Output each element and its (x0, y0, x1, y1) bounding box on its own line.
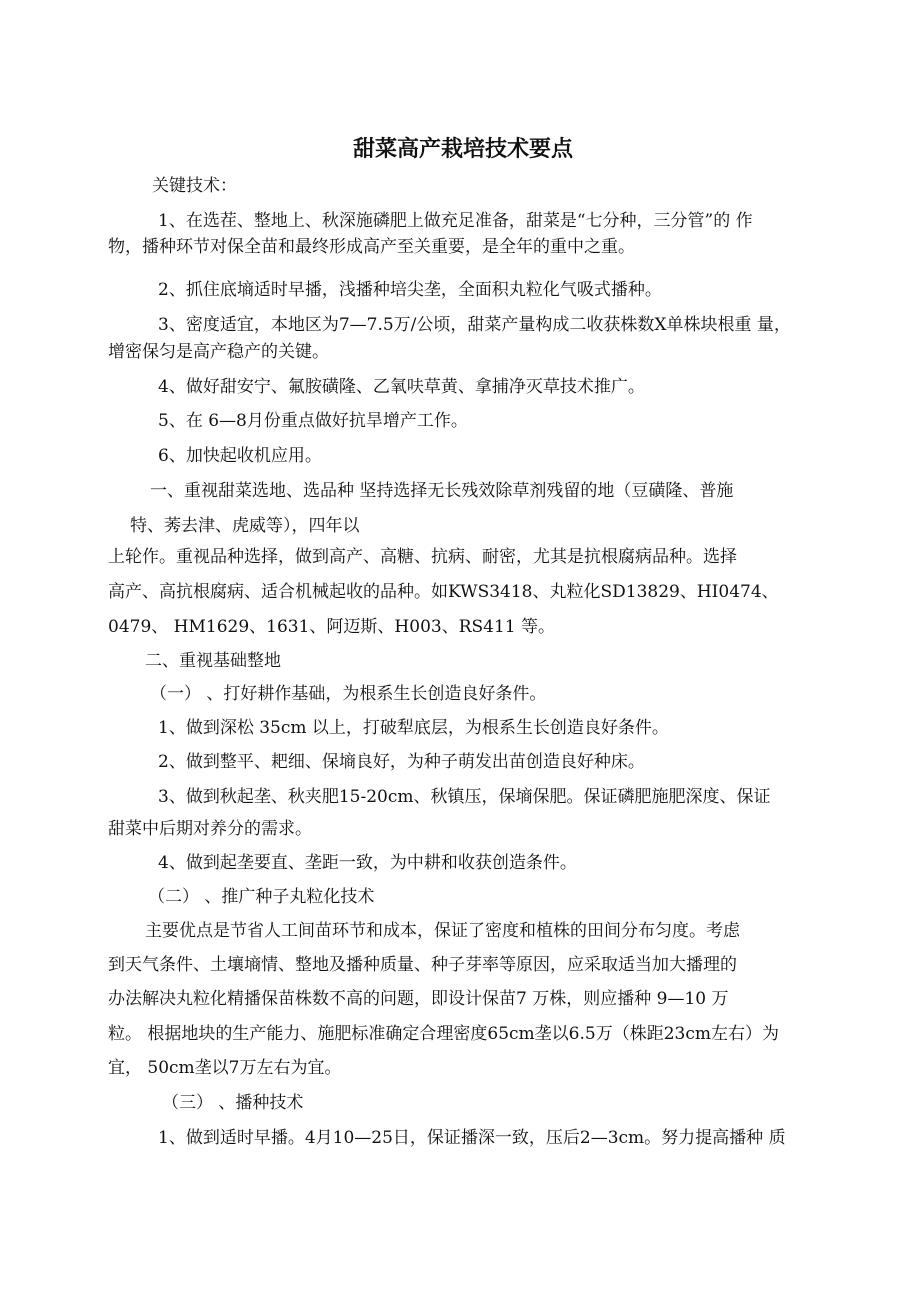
text-line: 1、做到深松 35cm 以上，打破犁底层，为根系生长创造良好条件。 (158, 718, 669, 738)
text-line: 主要优点是节省人工间苗环节和成本，保证了密度和植株的田间分布匀度。考虑 (145, 921, 740, 941)
text-line: 0479、 HM1629、1631、阿迈斯、H003、RS411 等。 (108, 617, 555, 637)
text-line: 甜菜中后期对养分的需求。 (108, 819, 312, 839)
text-line: 物，播种环节对保全苗和最终形成高产至关重要，是全年的重中之重。 (108, 237, 635, 257)
text-line: 4、做到起垄要直、垄距一致，为中耕和收获创造条件。 (158, 853, 577, 873)
text-line: 5、在 6—8月份重点做好抗旱增产工作。 (158, 411, 468, 431)
text-line: 上轮作。重视品种选择，做到高产、高糖、抗病、耐密，尤其是抗根腐病品种。选择 (108, 547, 737, 567)
text-line: 2、做到整平、耙细、保墒良好，为种子萌发出苗创造良好种床。 (158, 752, 645, 772)
text-line: 二、重视基础整地 (145, 651, 281, 671)
text-line: 4、做好甜安宁、氟胺磺隆、乙氧呋草黄、拿捕净灭草技术推广。 (158, 377, 645, 397)
text-line: 1、做到适时早播。4月10—25日，保证播深一致，压后2—3cm。努力提高播种 质 (158, 1128, 786, 1148)
text-line: （三） 、播种技术 (162, 1093, 304, 1113)
text-line: 宜， 50cm垄以7万左右为宜。 (108, 1058, 342, 1078)
text-line: 3、做到秋起垄、秋夹肥15-20cm、秋镇压，保墒保肥。保证磷肥施肥深度、保证 (158, 787, 771, 807)
text-line: 关键技术： (152, 176, 237, 196)
text-line: 一、重视甜菜选地、选品种 坚持选择无长残效除草剂残留的地（豆磺隆、普施 (150, 481, 734, 501)
document-title: 甜菜高产栽培技术要点 (352, 137, 573, 162)
text-line: （一） 、打好耕作基础，为根系生长创造良好条件。 (150, 684, 547, 704)
text-line: 6、加快起收机应用。 (158, 446, 322, 466)
text-line: 到天气条件、土壤墒情、整地及播种质量、种子芽率等原因，应采取适当加大播理的 (108, 955, 737, 975)
text-line: 增密保匀是高产稳产的关键。 (108, 342, 329, 362)
text-line: 3、密度适宜，本地区为7—7.5万/公顷，甜菜产量构成二收获株数X单株块根重 量， (158, 315, 791, 335)
text-line: 办法解决丸粒化精播保苗株数不高的问题，即设计保苗7 万株，则应播种 9—10 万 (108, 989, 729, 1009)
text-line: （二） 、推广种子丸粒化技术 (148, 887, 375, 907)
text-line: 1、在选茬、整地上、秋深施磷肥上做充足准备，甜菜是“七分种，三分管”的 作 (158, 211, 753, 231)
text-line: 特、莠去津、虎威等），四年以 (130, 516, 360, 536)
text-line: 2、抓住底墒适时早播，浅播种培尖垄，全面积丸粒化气吸式播种。 (158, 280, 662, 300)
text-line: 粒。 根据地块的生产能力、施肥标准确定合理密度65cm垄以6.5万（株距23cm左右）为 (108, 1024, 779, 1044)
text-line: 高产、高抗根腐病、适合机械起收的品种。如KWS3418、丸粒化SD13829、HI0474、 (108, 582, 779, 602)
